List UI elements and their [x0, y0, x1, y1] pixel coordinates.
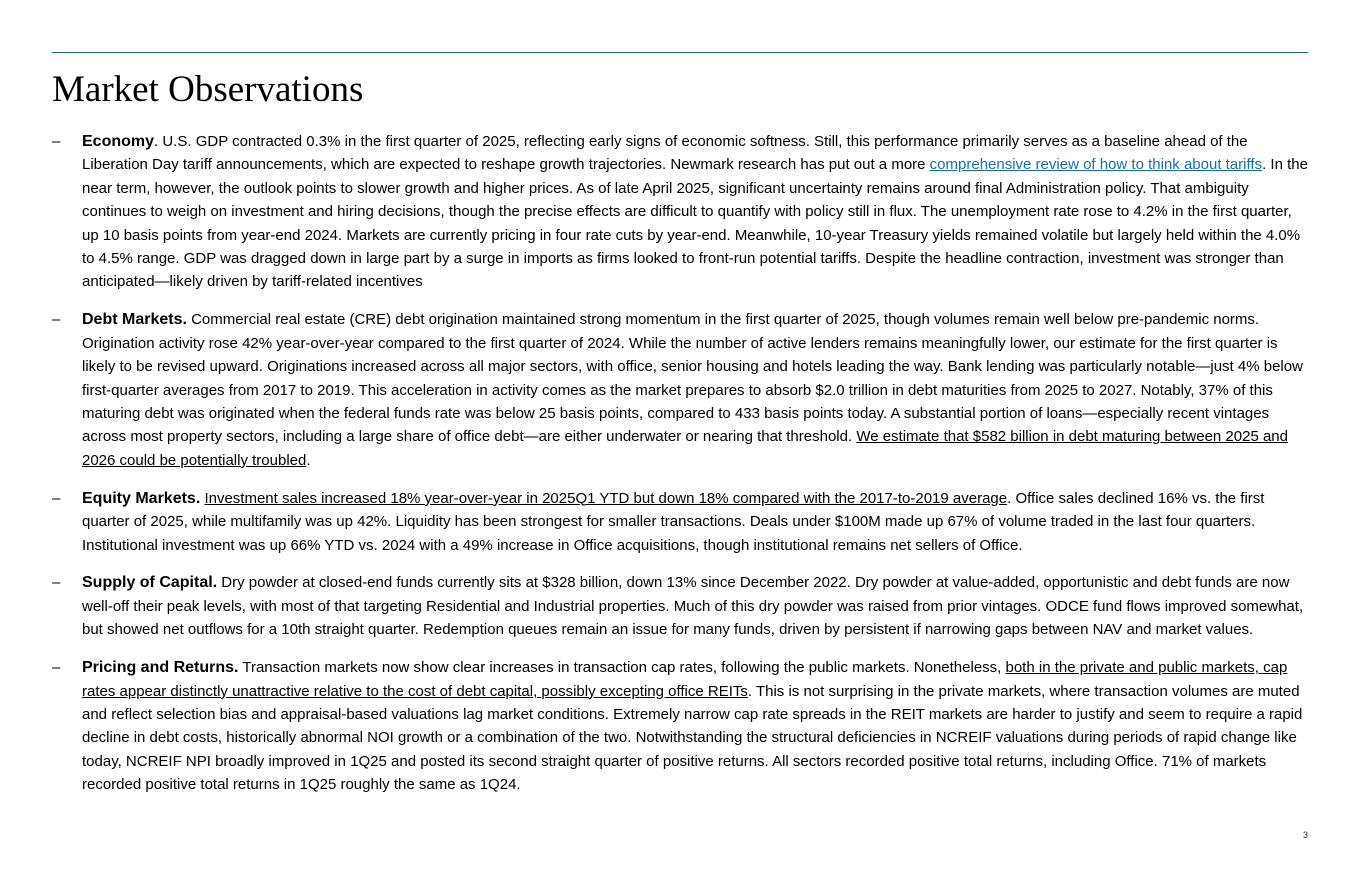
bullet-heading: Economy [82, 133, 155, 150]
tariffs-review-link[interactable]: comprehensive review of how to think about tariffs [929, 156, 1263, 174]
page-number: 3 [1302, 830, 1308, 840]
bullet-dash: – [52, 574, 61, 592]
bullet-text [82, 308, 1310, 472]
underlined-statement: both in the private and public markets, cap rates appear distinctly unattractive relative to the cost of debt capital, possibly excepting office REITs [82, 659, 1288, 700]
bullet-body-cont: . This is not surprising in the private markets, where transaction volumes are muted and reflect selection bias and appraisal-based valuations lag market conditions. Extremely narrow cap rate spreads in the REIT markets are harder to justify and seem to require a rapid decline in debt costs, historically abnormal NOI growth or a combination of the two. Notwithstanding the structural deficiencies in NCREIF valuations during periods of rapid change like today, NCREIF NPI broadly improved in 1Q25 and posted its second straight quarter of positive returns. All sectors recorded positive total returns, including Office. 71% of markets recorded positive total returns in 1Q25 roughly the same as 1Q24. [82, 682, 1303, 794]
observations-list [52, 130, 1310, 811]
bullet-dash: – [52, 311, 61, 329]
bullet-economy [52, 130, 1310, 294]
bullet-body: Commercial real estate (CRE) debt origination maintained strong momentum in the first quarter of 2025, though volumes remain well below pre-pandemic norms. Origination activity rose 42% year-over-year compared to the first quarter of 2024. While the number of active lenders remains meaningfully lower, our estimate for the first quarter is likely to be revised upward. Originations increased across all major sectors, with office, senior housing and hotels leading the way. Bank lending was particularly notable—just 4% below first-quarter averages from 2017 to 2019. This acceleration in activity comes as the market prepares to absorb $2.0 trillion in debt maturities from 2025 to 2027. Notably, 37% of this maturing debt was originated when the federal funds rate was below 25 basis points, compared to 433 basis points today. A substantial portion of loans—especially recent vintages across most property sectors, including a large share of office debt—are either underwater or nearing that threshold. [82, 311, 1303, 446]
bullet-dash: – [52, 133, 61, 150]
page-title: Market Observations [52, 69, 364, 110]
bullet-heading: Supply of Capital. [82, 574, 218, 592]
bullet-text [82, 571, 1310, 641]
bullet-body: Dry powder at closed-end funds currently sits at $328 billion, down 13% since December 2022. Dry powder at value-added, opportunistic and debt funds are now well-off their peak levels, with most of that targeting Residential and Industrial properties. Much of this dry powder was raised from prior vintages. ODCE fund flows improved somewhat, but showed net outflows for a 10th straight quarter. Redemption queues remain an issue for many funds, driven by persistent if narrowing gaps between NAV and market values. [82, 574, 1304, 639]
bullet-body-cont: . [306, 451, 311, 469]
bullet-text [82, 487, 1310, 557]
underlined-statement: Investment sales increased 18% year-over-year in 2025Q1 YTD but down 18% compared with the 2017-to-2019 average [204, 489, 1008, 507]
top-divider [52, 52, 1308, 53]
bullet-dash: – [52, 659, 61, 677]
bullet-debt-markets [52, 308, 1310, 472]
bullet-body: . U.S. GDP contracted 0.3% in the first quarter of 2025, reflecting early signs of economic softness. Still, this performance primarily serves as a baseline ahead of the Liberation Day tariff announcements, which are expected to reshape growth trajectories. Newmark research has put out a more [82, 133, 1248, 174]
bullet-text [82, 656, 1310, 796]
underlined-statement: We estimate that $582 billion in debt maturing between 2025 and 2026 could be potentially troubled [82, 428, 1288, 469]
bullet-heading: Equity Markets. [82, 489, 201, 507]
bullet-pricing-and-returns [52, 656, 1310, 796]
bullet-body-cont: . In the near term, however, the outlook points to slower growth and higher prices. As of late April 2025, significant uncertainty remains around final Administration policy. That ambiguity continues to weigh on investment and hiring decisions, though the precise effects are difficult to quantify with policy still in flux. The unemployment rate rose to 4.2% in the first quarter, up 10 basis points from year-end 2024. Markets are currently pricing in four rate cuts by year-end. Meanwhile, 10-year Treasury yields remained volatile but largely held within the 4.0% to 4.5% range. GDP was dragged down in large part by a surge in imports as firms looked to front-run potential tariffs. Despite the headline contraction, investment was stronger than anticipated—likely driven by tariff-related incentives [82, 156, 1308, 291]
bullet-heading: Debt Markets. [82, 311, 187, 329]
bullet-heading: Pricing and Returns. [82, 659, 239, 677]
bullet-body: Transaction markets now show clear increases in transaction cap rates, following the public markets. Nonetheless, [238, 659, 1006, 677]
bullet-text [82, 130, 1310, 294]
bullet-equity-markets [52, 487, 1310, 557]
bullet-dash: – [52, 489, 61, 507]
bullet-supply-of-capital [52, 571, 1310, 641]
bullet-body-cont: . Office sales declined 16% vs. the first quarter of 2025, while multifamily was up 42%. Liquidity has been strongest for smaller transactions. Deals under $100M made up 67% of volume traded in the last four quarters. Institutional investment was up 66% YTD vs. 2024 with a 49% increase in Office acquisitions, though institutional remains net sellers of Office. [82, 489, 1265, 554]
